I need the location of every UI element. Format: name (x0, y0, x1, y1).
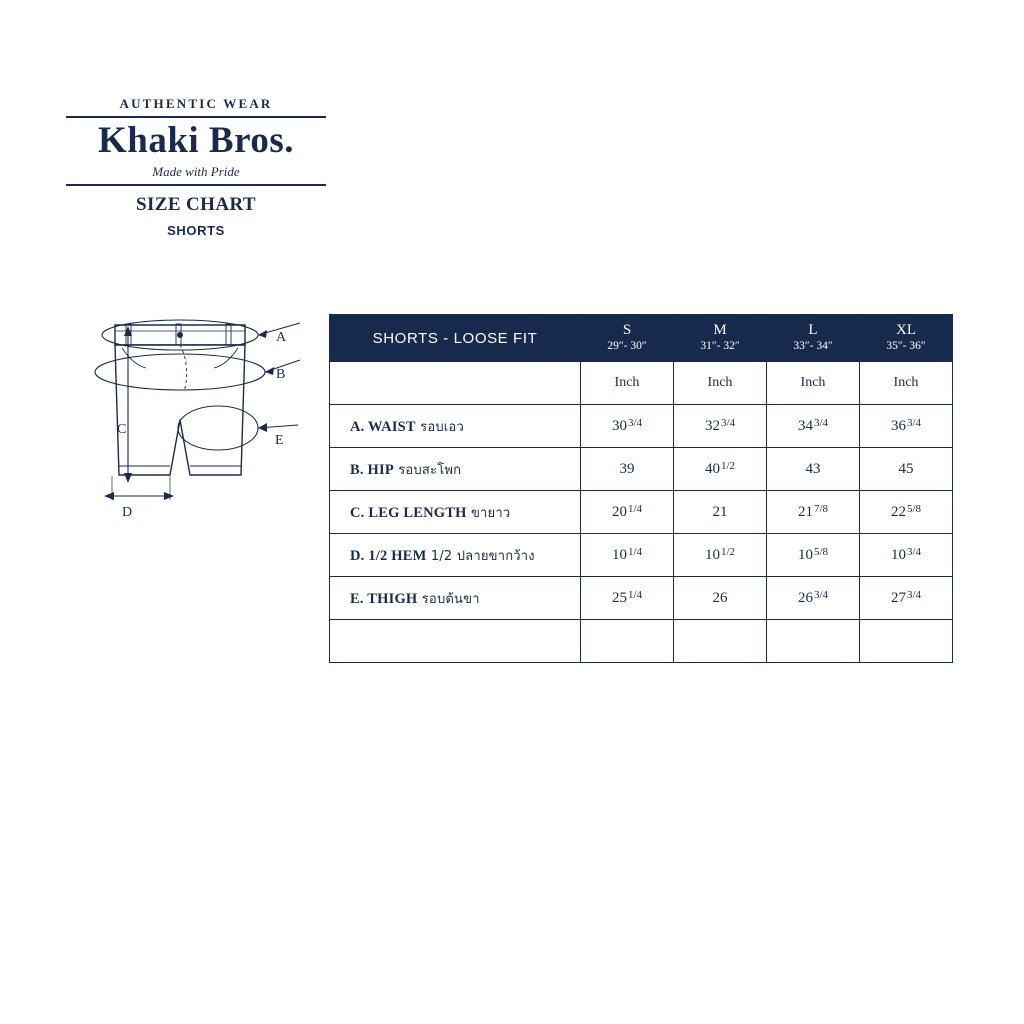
value-whole: 10 (797, 546, 813, 563)
diagram-label-c: C (117, 422, 127, 437)
value-fraction: 3/4 (906, 546, 922, 559)
value-whole: 36 (890, 417, 906, 434)
blank-cell-xl (860, 620, 953, 663)
brand-motto: Made with Pride (152, 164, 240, 180)
value-whole: 40 (704, 460, 720, 477)
page-subtitle: SHORTS (167, 223, 225, 238)
row-code: B. HIP (350, 461, 394, 478)
value-fraction: 5/8 (906, 503, 922, 516)
value-cell-a-waist-m (674, 405, 767, 448)
value-whole: 20 (611, 503, 627, 520)
value-fraction: 1/4 (627, 589, 643, 602)
value-cell-e-thigh-s (581, 577, 674, 620)
document-title-block (66, 194, 326, 238)
value-whole: 43 (805, 460, 821, 477)
measurement-rows (330, 405, 953, 620)
value-fraction: 1/2 (720, 546, 736, 559)
value-whole: 45 (898, 460, 914, 477)
value-cell-c-leg-length-xl (860, 491, 953, 534)
value-whole: 21 (712, 503, 728, 520)
value-cell-e-thigh-l (767, 577, 860, 620)
value-whole: 30 (611, 417, 627, 434)
size-label-s: S (622, 321, 632, 338)
table-header-size-l (767, 315, 860, 362)
size-label-m: M (713, 321, 727, 338)
table-body (330, 362, 953, 405)
diagram-label-b: B (276, 367, 286, 382)
value-whole: 26 (797, 589, 813, 606)
blank-cell-m (674, 620, 767, 663)
size-label-xl: XL (896, 321, 916, 338)
size-range-l: 33″- 34″ (793, 339, 833, 352)
row-thai-label: รอบเอว (415, 419, 464, 435)
value-fraction: 3/4 (906, 417, 922, 430)
row-label-a-waist (330, 405, 581, 448)
unit-cell-l: Inch (767, 362, 860, 405)
value-cell-e-thigh-m (674, 577, 767, 620)
table-row (330, 491, 953, 534)
value-cell-c-leg-length-m (674, 491, 767, 534)
table-row (330, 448, 953, 491)
value-fraction: 3/4 (720, 417, 736, 430)
page-title: SIZE CHART (135, 194, 256, 215)
brand-divider-top (66, 116, 326, 118)
value-fraction: 5/8 (813, 546, 829, 559)
table-header (330, 315, 953, 362)
value-cell-b-hip-l (767, 448, 860, 491)
value-cell-e-thigh-xl (860, 577, 953, 620)
value-fraction: 3/4 (813, 589, 829, 602)
value-cell-d-1-2-hem-s (581, 534, 674, 577)
table-header-row (330, 315, 953, 362)
row-thai-label: รอบสะโพก (393, 462, 462, 478)
row-label-e-thigh (330, 577, 581, 620)
value-fraction: 1/4 (627, 546, 643, 559)
blank-cell-label (330, 620, 581, 663)
value-cell-a-waist-xl (860, 405, 953, 448)
diagram-label-a: A (276, 330, 287, 345)
table-header-size-s (581, 315, 674, 362)
table-header-size-xl (860, 315, 953, 362)
row-label-b-hip (330, 448, 581, 491)
size-range-m: 31″- 32″ (700, 339, 740, 352)
value-fraction: 3/4 (813, 417, 829, 430)
value-cell-d-1-2-hem-l (767, 534, 860, 577)
size-chart-table (329, 314, 953, 663)
brand-logo (66, 96, 326, 186)
value-cell-c-leg-length-l (767, 491, 860, 534)
table-row-blank (330, 620, 953, 663)
diagram-label-e: E (275, 433, 284, 448)
shorts-illustration (60, 300, 310, 560)
shorts-measurement-diagram (60, 300, 310, 560)
unit-row-label (330, 362, 581, 405)
table-header-size-m (674, 315, 767, 362)
size-range-xl: 35″- 36″ (886, 339, 926, 352)
value-whole: 22 (890, 503, 906, 520)
row-code: A. WAIST (350, 418, 416, 435)
row-thai-label: 1/2 ปลายขากว้าง (426, 548, 535, 564)
value-cell-d-1-2-hem-xl (860, 534, 953, 577)
unit-cell-s: Inch (581, 362, 674, 405)
diagram-label-d: D (122, 505, 133, 520)
size-range-s: 29″- 30″ (607, 339, 647, 352)
brand-divider-bottom (66, 184, 326, 186)
value-fraction: 1/4 (627, 503, 643, 516)
table-row (330, 577, 953, 620)
value-fraction: 3/4 (906, 589, 922, 602)
row-code: E. THIGH (350, 590, 418, 607)
value-fraction: 7/8 (813, 503, 829, 516)
table-row-units (330, 362, 953, 405)
value-cell-b-hip-m (674, 448, 767, 491)
row-thai-label: รอบต้นขา (417, 591, 480, 607)
value-cell-b-hip-s (581, 448, 674, 491)
value-whole: 34 (797, 417, 813, 434)
value-fraction: 1/2 (720, 460, 736, 473)
value-cell-a-waist-l (767, 405, 860, 448)
unit-cell-m: Inch (674, 362, 767, 405)
row-code: D. 1/2 HEM (350, 547, 427, 564)
value-whole: 10 (704, 546, 720, 563)
blank-cell-l (767, 620, 860, 663)
value-cell-c-leg-length-s (581, 491, 674, 534)
brand-name: Khaki Bros. (97, 119, 295, 161)
table-row (330, 405, 953, 448)
blank-cell-s (581, 620, 674, 663)
row-thai-label: ขายาว (466, 505, 511, 521)
row-code: C. LEG LENGTH (350, 504, 467, 521)
value-whole: 10 (611, 546, 627, 563)
value-cell-d-1-2-hem-m (674, 534, 767, 577)
unit-cell-xl: Inch (860, 362, 953, 405)
value-fraction: 3/4 (627, 417, 643, 430)
value-whole: 10 (890, 546, 906, 563)
value-cell-a-waist-s (581, 405, 674, 448)
table-row (330, 534, 953, 577)
value-whole: 27 (890, 589, 906, 606)
row-label-c-leg-length (330, 491, 581, 534)
row-label-d-1-2-hem (330, 534, 581, 577)
value-whole: 25 (611, 589, 627, 606)
value-whole: 21 (797, 503, 813, 520)
value-whole: 39 (619, 460, 635, 477)
value-whole: 26 (712, 589, 728, 606)
brand-tagline: AUTHENTIC WEAR (119, 96, 273, 111)
table-header-title: SHORTS - LOOSE FIT (330, 315, 581, 362)
value-cell-b-hip-xl (860, 448, 953, 491)
size-label-l: L (808, 321, 818, 338)
value-whole: 32 (704, 417, 720, 434)
